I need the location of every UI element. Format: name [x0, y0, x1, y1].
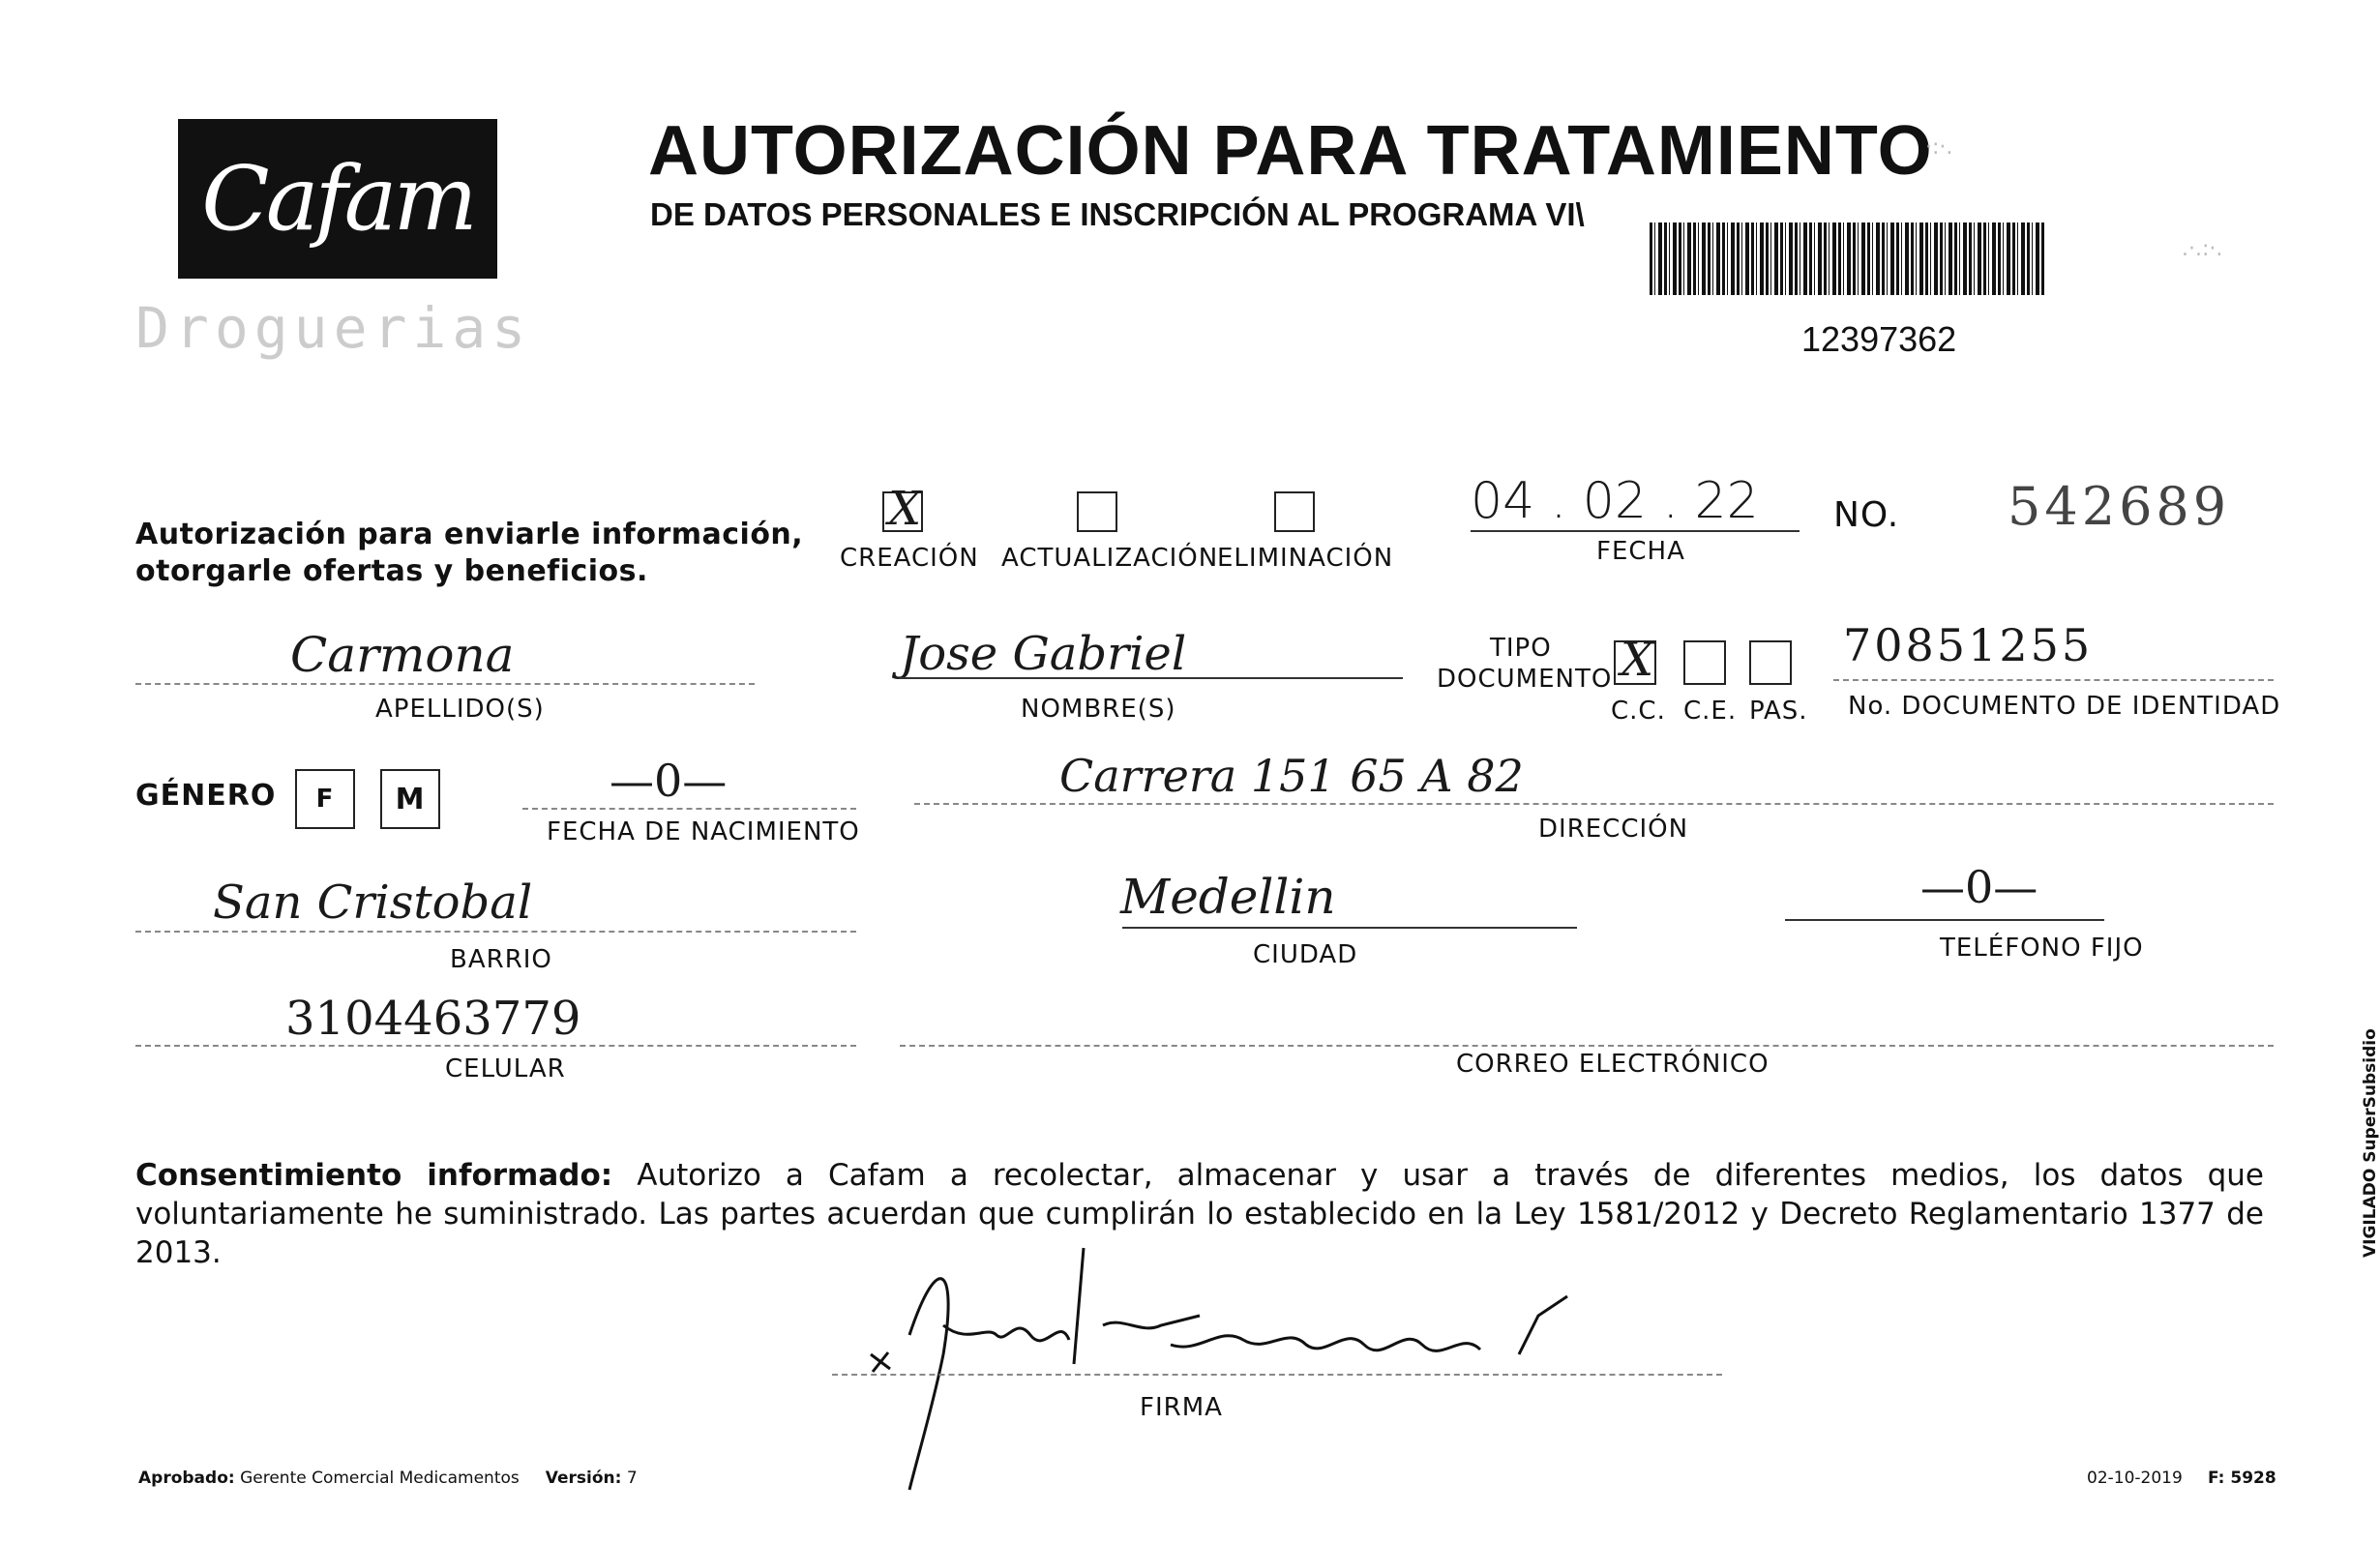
cc-checkbox[interactable]: X	[1614, 640, 1656, 685]
direccion-line	[914, 803, 2274, 805]
consent-heading: Consentimiento informado:	[135, 1158, 613, 1193]
fecha-nacimiento-label: FECHA DE NACIMIENTO	[547, 817, 860, 846]
version-value: 7	[626, 1469, 638, 1488]
celular-label: CELULAR	[445, 1054, 566, 1083]
document-number-value[interactable]: 70851255	[1843, 619, 2094, 671]
ce-label: C.E.	[1683, 697, 1738, 726]
telefono-line	[1785, 919, 2104, 921]
barcode	[1650, 223, 2046, 295]
aprobado-label: Aprobado:	[138, 1469, 235, 1488]
nombres-value[interactable]: Jose Gabriel	[900, 627, 1187, 681]
serial-number: 542689	[2008, 476, 2231, 537]
apellidos-line	[135, 683, 755, 685]
ciudad-line	[1122, 927, 1577, 929]
ciudad-label: CIUDAD	[1253, 940, 1358, 969]
eliminacion-label: ELIMINACIÓN	[1217, 544, 1394, 573]
nombres-label: NOMBRE(S)	[1021, 695, 1176, 724]
ce-checkbox[interactable]	[1683, 640, 1726, 685]
apellidos-label: APELLIDO(S)	[375, 695, 545, 724]
barrio-line	[135, 931, 856, 933]
apellidos-value[interactable]: Carmona	[290, 627, 515, 683]
cafam-logo: Cafam	[178, 119, 497, 279]
footer-date: 02-10-2019	[2087, 1469, 2183, 1488]
authorization-prompt-line2: otorgarle ofertas y beneficios.	[135, 554, 648, 588]
no-label: NO.	[1833, 495, 1900, 535]
vigilado-side-text: VIGILADO SuperSubsidio	[2361, 1028, 2380, 1258]
form-subtitle: DE DATOS PERSONALES E INSCRIPCIÓN AL PROGRAMA VI\	[650, 196, 1585, 232]
actualizacion-checkbox[interactable]	[1077, 491, 1117, 532]
celular-line	[135, 1045, 856, 1047]
barrio-label: BARRIO	[450, 945, 552, 974]
direccion-value[interactable]: Carrera 151 65 A 82	[1059, 750, 1524, 802]
fecha-nacimiento-value[interactable]: —0—	[610, 755, 728, 807]
tipo-label: TIPO	[1490, 634, 1552, 663]
telefono-value[interactable]: —0—	[1920, 861, 2038, 913]
aprobado-value: Gerente Comercial Medicamentos	[240, 1469, 520, 1488]
footer-approval	[138, 1469, 638, 1488]
genero-f-label: F	[315, 785, 335, 814]
documento-label: DOCUMENTO	[1437, 665, 1613, 694]
genero-label: GÉNERO	[135, 779, 277, 813]
document-number-line	[1833, 679, 2274, 681]
barrio-value[interactable]: San Cristobal	[213, 875, 533, 930]
fecha-line	[1471, 530, 1800, 532]
scan-speck: .·.:·.	[2182, 237, 2223, 261]
firma-line	[832, 1374, 1722, 1376]
authorization-prompt-line1: Autorización para enviarle información,	[135, 518, 804, 551]
document-number-label: No. DOCUMENTO DE IDENTIDAD	[1848, 692, 2281, 721]
form-title: AUTORIZACIÓN PARA TRATAMIENTO	[648, 112, 1933, 190]
firma-label: FIRMA	[1140, 1393, 1223, 1422]
creacion-label: CREACIÓN	[840, 544, 979, 573]
barcode-number: 12397362	[1801, 319, 1957, 359]
eliminacion-checkbox[interactable]	[1274, 491, 1315, 532]
version-label: Versión:	[545, 1469, 622, 1488]
pas-label: PAS.	[1749, 697, 1808, 726]
footer-form-code: F: 5928	[2208, 1469, 2276, 1488]
faded-brand-text: Droguerias	[135, 295, 532, 361]
nombres-line	[900, 677, 1403, 679]
actualizacion-label: ACTUALIZACIÓN	[1001, 544, 1219, 573]
creacion-checkbox[interactable]: X	[882, 491, 923, 532]
consent-text: Autorizo a Cafam a recolectar, almacenar y usar a través de diferentes medios, los datos que voluntariamente he suministrado. Las partes acuerdan que cumplirán lo establecido en la Ley 1581/2012 y Decreto Reglamentario 1377 de 2013.	[135, 1158, 2264, 1270]
genero-m-label: M	[395, 782, 426, 816]
ciudad-value[interactable]: Medellin	[1120, 869, 1336, 925]
fecha-nacimiento-line	[522, 808, 856, 810]
correo-line	[900, 1045, 2274, 1047]
telefono-label: TELÉFONO FIJO	[1940, 934, 2144, 963]
fecha-value[interactable]: 04 . 02 . 22	[1471, 472, 1759, 530]
cc-label: C.C.	[1611, 697, 1666, 726]
scan-speck: ·:·.	[1925, 135, 1953, 160]
genero-m-checkbox[interactable]	[380, 769, 440, 829]
celular-value[interactable]: 3104463779	[285, 992, 581, 1046]
direccion-label: DIRECCIÓN	[1538, 815, 1689, 844]
fecha-label: FECHA	[1596, 537, 1685, 566]
genero-f-checkbox[interactable]	[295, 769, 355, 829]
pas-checkbox[interactable]	[1749, 640, 1792, 685]
signature-graphic	[851, 1209, 1761, 1499]
correo-label: CORREO ELECTRÓNICO	[1456, 1050, 1770, 1079]
